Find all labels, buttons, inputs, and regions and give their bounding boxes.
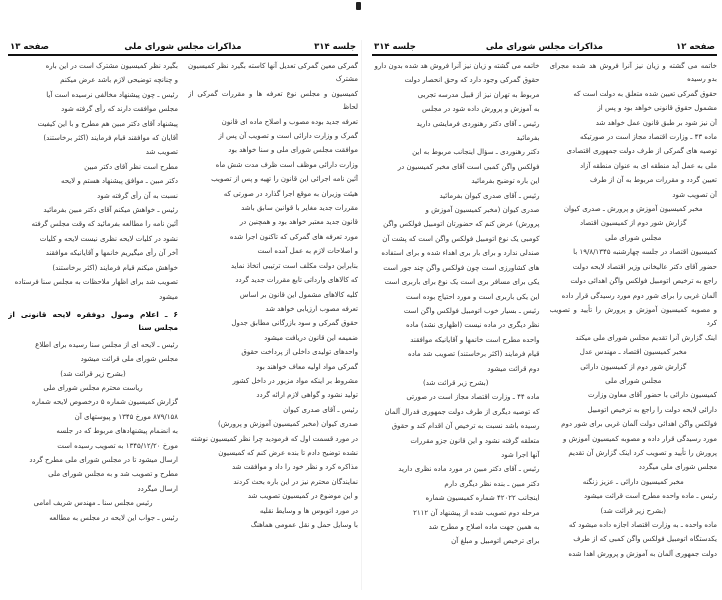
text-line: نشده توضیح دادم تا بنده عرض کنم که کمیسیون [218, 448, 358, 457]
text-line: پیشنهاد آقای دکتر مبین هم مطرح و با این کیفیت [37, 119, 178, 128]
text-line: رئیس ـ چون پیشنهاد مخالفی نرسیده است آیا [46, 90, 178, 99]
text-line: ۶ ـ اعلام وصول دوفقره لایحه قانونی از مجلس سنا [8, 309, 178, 333]
text-line: نظر دیگری در ماده نیست (اظهاری نشد) ماده [406, 321, 540, 330]
text-line: صندلی ندارد و برای بار بری اهداء شده و برای استفاده [381, 249, 540, 258]
text-line: خاتمه می گشته و زیان نیز آنرا فروش هد شده مجرای بدو رسیده [549, 62, 717, 84]
text-line: که کالاهای وارداتی تابع مقررات جدید گردد [235, 276, 358, 285]
page-number: صفحه ۱۲ [676, 42, 715, 52]
running-title: مذاکرات مجلس شورای ملی [485, 42, 604, 52]
text-line: آنها اجرا شود [501, 450, 540, 459]
text-line: گزارش کمیسیون شماره ۵ درخصوص لایحه شماره [31, 398, 178, 407]
text-line: مورخ ۱۳۴۵/۱۲/۲۰ به تصویب رسیده است [57, 441, 178, 450]
text-line: مجلس شورای ملی قرائت میشود [80, 355, 178, 364]
text-line: ارسال میگردد [137, 484, 178, 493]
text-line: خواهش میکنم قیام فرمایند (اکثر برخاستند) [52, 263, 178, 272]
text-line: مخبر کمیسیون آموزش و پرورش ـ صدری کیوان [563, 205, 703, 214]
text-line: گزارش شور دوم از کمیسیون دارائی [580, 362, 687, 371]
text-line: صدری کیوان (مخبر کمیسیون آموزش و پرورش) [217, 420, 358, 429]
text-line: ارسال میشود تا در مجلس شورای ملی مطرح گردد [29, 455, 178, 464]
text-line: مرحله دوم تصویب شده از پیشنهاد آن ۲۱۱۲ [413, 508, 540, 517]
text-line: مجلس شورای ملی میگردد [638, 463, 717, 472]
left-page-left-column [8, 60, 178, 592]
text-line: بنابراین دولت مکلف است ترتیبی اتخاذ نماید [230, 261, 358, 270]
text-line: فولکس واگن اهدائی دولت آلمان غربی برای شور دوم [561, 420, 717, 429]
text-line: اینک گزارش آنرا تقدیم مجلس شورای ملی میکند [575, 333, 717, 342]
text-line: و چنانچه توضیحی لازم باشد عرض میکنم [60, 76, 178, 85]
text-line: تعرفه جدید بوده مصوب و اصلاح ماده ای قانون [221, 117, 358, 126]
text-line: پرورش را تأیید و تصویب کرد اینک گزارش آن تقدیم [568, 448, 717, 457]
text-line: رسیده باشد نسبت به ترخیص آن اقدام کند و حقوق [391, 422, 540, 431]
text-line: واحده مطرح است خانمها و آقایانیکه موافقند [410, 335, 540, 344]
text-line: دکتر رهنوردی ـ سؤال اینجانب مربوط به این [412, 148, 540, 157]
text-line: فولکس واگن کمبی است آقای مخبر کمیسیون در [397, 162, 540, 171]
text-line: مجلس شورای ملی [605, 376, 662, 385]
text-line: رئیس ـ بسیار خوب اتومبیل فولکس واگن است [403, 306, 540, 315]
text-line: مطرح و تصویب شد و به مجلس شورای ملی [48, 470, 178, 479]
text-line: تصویب شد برای اظهار ملاحظات به مجلس سنا فرستاده [14, 278, 178, 287]
text-line: ۸۷۹/۱۵۸ مورخ ۱۳۴۵ و پیوستهای آن [74, 412, 178, 421]
left-page [8, 42, 358, 592]
text-line: در مورد قسمت اول که فرمودید چرا نظر کمیسیون نوشته [190, 434, 358, 443]
text-line: اینجانب ۴۲۰۲۲ شماره کمیسیون شماره [425, 494, 540, 503]
text-line: ملی به عمل آید منطقه ای به عنوان منطقه آزاد [579, 161, 717, 170]
text-line: موافقت مجلس شورای ملی و سنا خواهد بود [228, 146, 358, 155]
page-number: صفحه ۱۳ [10, 42, 49, 52]
text-line: (بشرح زیر قرائت شد) [423, 378, 489, 387]
text-line: ماده واحده ـ به وزارت اقتصاد اجازه داده میشود که [568, 521, 717, 529]
text-line: رئیس مجلس سنا ـ مهندس شریف امامی [33, 499, 153, 508]
text-line: یکدستگاه اتومبیل فولکس واگن کمبی که از طرف [573, 535, 717, 544]
text-line: برای ترخیص اتومبیل و مبلغ آن [451, 537, 540, 546]
text-line: تصویب شد [145, 148, 178, 157]
running-title: مذاکرات مجلس شورای ملی [124, 42, 242, 52]
text-line: نشود در کلیات لایحه نظری نیست لایحه و کلیات [39, 234, 178, 243]
session-number: جلسه ۳۱۴ [374, 42, 416, 52]
text-line: گمرک و وزارت دارائی است و تصویب آن پس از [218, 132, 358, 141]
text-line: میشود [159, 292, 178, 301]
binding-mark [356, 2, 361, 10]
text-line: دارائی لایحه دولت را راجع به ترخیص اتومبیل [587, 405, 717, 414]
text-line: آخر آن رأی میگیریم خانمها و آقایانیکه موافقند [45, 249, 178, 258]
text-line: مورد رسیدگی قرار داده و مصوبه کمیسیون آموزش و [563, 434, 717, 443]
text-line: وزارت دارائی موظف است ظرف مدت شش ماه [215, 160, 358, 169]
text-line: گمرکی مواد اولیه معاف خواهند بود [256, 362, 358, 371]
text-line: مشمول حقوق قانونی خواهد بود و پس از [597, 104, 717, 113]
text-line: این باره توضیح بفرمائید [471, 177, 540, 186]
text-line: کلیه کالاهای مشمول این قانون بر اساس [239, 290, 358, 299]
text-line: و اصلاحات لازم به عمل آمده است [257, 247, 358, 256]
text-line: حقوق گمرکی و سود بازرگانی مطابق جدول [231, 319, 358, 328]
text-line: این یکی باربری است و مورد احتیاج بوده است [405, 292, 540, 301]
text-line: گزارش شور دوم از کمیسیون اقتصاد [579, 219, 687, 228]
text-line: خاتمه می گشته و زیان نیز آنرا فروش هد شده بدون دارو [374, 62, 540, 70]
text-line: کمیسیون و مجلس نوع تعرفه ها و مقررات گمرکی از لحاظ [188, 89, 358, 112]
text-line: دکتر مبین ـ بنده نظر دیگری دارم [444, 479, 540, 488]
text-line: واحدهای تولیدی داخلی از پرداخت حقوق [241, 348, 358, 357]
text-line: رئیس ـ آقای صدری کیوان [283, 405, 358, 414]
text-line: آلمان غربی را برای شور دوم مورد رسیدگی قرار داده [561, 291, 717, 300]
text-line: مقررات جدید مغایر با قوانین سابق باشد [241, 204, 358, 213]
text-line: ضمیمه این قانون دریافت میشود [264, 333, 358, 342]
text-line: آئین نامه اجرائی این قانون را تهیه و پس از تصویب [211, 175, 358, 184]
text-line: به انضمام پیشنهادهای مربوط که در جلسه [56, 427, 178, 436]
text-line: رئیس ـ آقای دکتر رهنوردی فرمایشی دارید [416, 119, 540, 128]
text-line: قیام فرمایند (اکثر برخاستند) تصویب شد ماده [407, 350, 540, 359]
page-gutter [361, 40, 362, 590]
text-line: که توصیه دیگری از طرف دولت جمهوری فدرال آلمان [384, 407, 540, 416]
text-line: تعرفه مصوب ارزیابی خواهد شد [265, 304, 358, 313]
text-line: بگیرد نظر کمیسیون مشترک است در این باره [45, 62, 178, 70]
text-line: کومبی یک نوع اتومبیل فولکس واگن است که پشت آن [382, 234, 540, 243]
text-line: رئیس ـ آقای صدری کیوان بفرمائید [439, 191, 540, 200]
text-line: آن تصویب شود [672, 190, 717, 199]
text-line: حقوق گمرکی تعیین شده متعلق به دولت است که [573, 89, 717, 98]
text-line: دولت جمهوری آلمان به آموزش و پرورش اهدا شده [568, 549, 717, 558]
text-line: مخبر کمیسیون دارائی ـ عزیز زنگنه [582, 477, 684, 486]
text-line: رئیس ـ جواب این لایحه در مجلس به مطالعه [49, 513, 178, 522]
text-line: آقایان که موافقند قیام فرمایند (اکثر برخاستند) [43, 134, 178, 143]
text-line: یکی برای مسافر بری است یک نوع برای باربری است [384, 278, 540, 287]
text-line: بفرمائید [516, 134, 540, 143]
text-line: مجلس شورای ملی [605, 233, 662, 242]
left-page-header [8, 42, 358, 56]
text-line: توصیه های گمرکی از طرف دولت جمهوری اقتصادی [566, 147, 717, 156]
text-line: ماده ۴۴ ـ وزارت اقتصاد مجاز است در صورتی [406, 393, 540, 402]
right-page-header [372, 42, 717, 56]
text-line: و مصوبه کمیسیون آموزش و پرورش را تأیید و تصویب کرد [549, 305, 717, 328]
text-line: دوم قرائت میشود [487, 364, 540, 373]
text-line: متعلقه گرفته نشود و این قانون جزو مقررات [410, 436, 540, 445]
text-line: صدری کیوان (مخبر کمیسیون آموزش و [425, 206, 540, 215]
text-line: (بشرح زیر قرائت شد) [60, 369, 126, 378]
session-number: جلسه ۳۱۴ [314, 42, 356, 52]
text-line: پرورش) عرض کنم که حضورتان اتومبیل فولکس واگن [383, 220, 540, 229]
text-line: نسبت به آن رأی گرفته شود [97, 191, 178, 200]
text-line: های کشاورزی است چون فولکس واگن چند جور است [383, 263, 540, 272]
text-line: مورد تعرفه های گمرکی که تاکنون اجرا شده [229, 232, 358, 241]
text-line: حضور آقای دکتر عالیخانی وزیر اقتصاد لایحه دولت [572, 262, 717, 271]
text-line: ماده ۴۳ ـ وزارت اقتصاد مجاز است در صورتیکه [579, 133, 717, 142]
text-line: مشروط بر اینکه مواد مزبور در داخل کشور [232, 376, 358, 385]
text-line: نمایندگان محترم نیز در این باره بحث کردند [233, 477, 358, 486]
right-page [372, 42, 717, 592]
text-line: حقوق گمرکی وجود دارد که وحق انحصار دولت [404, 76, 540, 85]
text-line: (بشرح زیر قرائت شد) [600, 506, 666, 515]
text-line: به آموزش و پرورش داده شود در مجلس [422, 105, 540, 114]
text-line: تولید نشود و گواهی لازم ارائه گردد [256, 391, 358, 400]
text-line: رئیس ـ ماده واحده مطرح است قرائت میشود [583, 492, 717, 501]
right-page-right-column [550, 60, 718, 592]
text-line: رئیس ـ خواهش میکنم آقای دکتر مبین بفرمائید [43, 206, 178, 215]
text-line: به همین جهت ماده اصلاح و مطرح شد [428, 523, 540, 531]
text-line: مربوط به تهران نیز از قبیل مدرسه تجربی [417, 90, 540, 99]
text-line: آئین نامه را مطالعه بفرمائید که وقت مجلس گرفته [31, 220, 178, 229]
text-line: و این موضوع در کمیسیون تصویب شد [247, 492, 358, 501]
text-line: دکتر مبین ـ موافق پیشنهاد هستم و لایحه [60, 177, 178, 186]
text-line: رئیس ـ لایحه ای از مجلس سنا رسیده برای اطلاع [35, 340, 178, 349]
text-line: گمرکی معین گمرکی تعدیل آنها کاسته بگیرد نظر کمیسیون مشترک [188, 62, 358, 84]
text-line: مجلس موافقت دارند که رأی گرفته شود [61, 105, 178, 114]
text-line: در مورد اتوبوس ها و وسایط نقلیه [259, 506, 358, 515]
text-line: کمیسیون دارائی با حضور آقای معاون وزارت [588, 391, 717, 400]
text-line: قانون جدید معتبر خواهد بود و همچنین در [239, 218, 358, 227]
text-line: رئیس ـ آقای دکتر مبین در مورد ماده نظری دارید [398, 465, 540, 474]
text-line: ریاست محترم مجلس شورای ملی [43, 383, 143, 392]
left-page-right-column [188, 60, 358, 592]
text-line: مذاکره کرد و نظر خود را داد و موافقت شد [231, 463, 358, 472]
text-line: راجع به ترخیص اتومبیل فولکس واگن اهدائی دولت [570, 277, 717, 286]
text-line: مخبر کمیسیون اقتصاد ـ مهندس عدل [579, 348, 687, 357]
text-line: مطرح است نظر آقای دکتر مبین [84, 162, 178, 171]
text-line: با وسایل حمل و نقل عمومی هماهنگ [250, 521, 358, 529]
text-line: تعیین گردد و مقررات مربوط به آن از طرف [589, 176, 717, 185]
right-page-left-column [372, 60, 540, 592]
text-line: هیئت وزیران به موقع اجرا گذارد در صورتی که [223, 189, 358, 198]
text-line: کمیسیون اقتصاد در جلسه چهارشنبه ۱۹/۸/۱۳۴۵ با [573, 248, 717, 257]
text-line: آن نیز شود بر طبق قانون عمل خواهد شد [595, 118, 717, 127]
